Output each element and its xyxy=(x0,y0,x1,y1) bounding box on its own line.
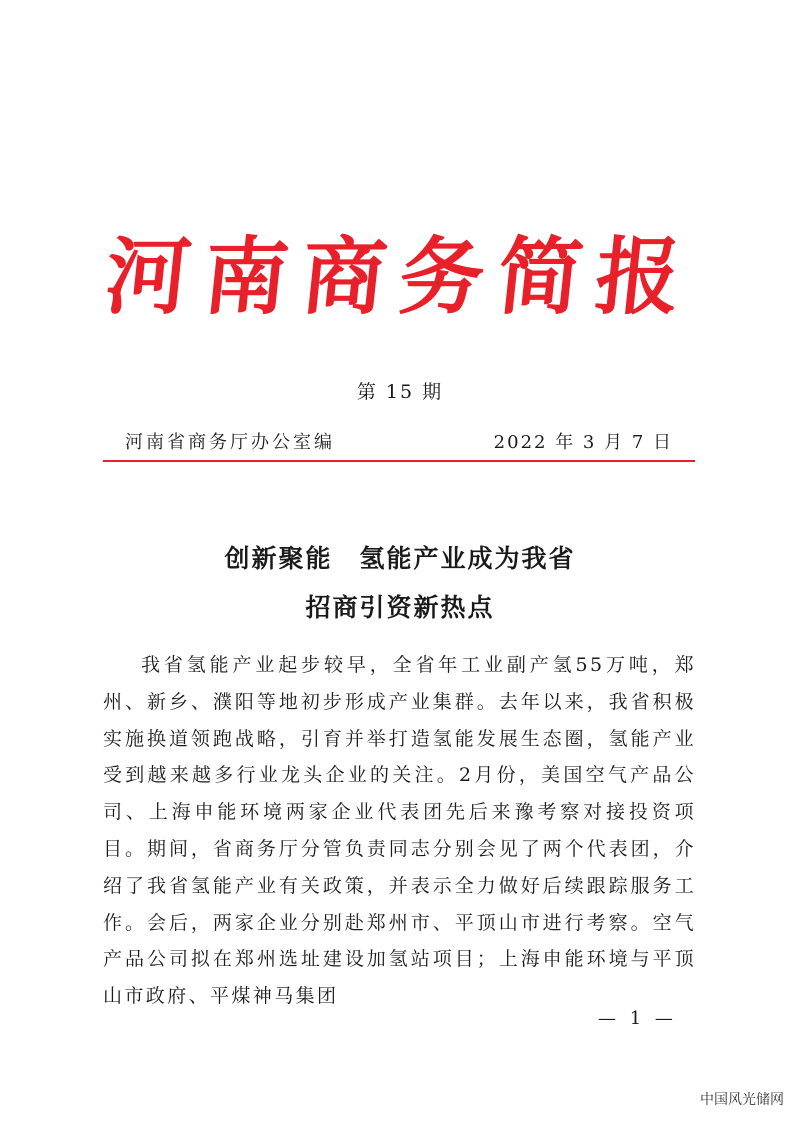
article-title-line-1: 创新聚能 氢能产业成为我省 xyxy=(224,544,576,573)
masthead-title: 河南商务简报 xyxy=(100,227,700,326)
page-number: — 1 — xyxy=(598,1008,677,1029)
publish-date: 2022 年 3 月 7 日 xyxy=(493,432,673,453)
article-title-line-2: 招商引资新热点 xyxy=(305,593,495,622)
article-body-paragraph: 我省氢能产业起步较早，全省年工业副产氢55万吨，郑州、新乡、濮阳等地初步形成产业集群。去年以来，我省积极实施换道领跑战略，引育并举打造氢能发展生态圈，氢能产业受到越来越多行业龙头企业的关注。2月份，美国空气产品公司、上海申能环境两家企业代表团先后来豫考察对接投资项目。期间，省商务厅分管负责同志分别会见了两个代表团，介绍了我省氢能产业有关政策，并表示全力做好后续跟踪服务工作。会后，两家企业分别赴郑州市、平顶山市进行考察。空气产品公司拟在郑州选址建设加氢站项目；上海申能环境与平顶山市政府、平煤神马集团 xyxy=(103,654,696,1008)
site-watermark: 中国风光储网 xyxy=(700,1092,784,1108)
publication-meta xyxy=(125,428,673,456)
publisher-label: 河南省商务厅办公室编 xyxy=(125,432,335,453)
article-title xyxy=(0,534,800,632)
header-divider xyxy=(103,460,695,462)
issue-number: 第 15 期 xyxy=(356,381,444,403)
